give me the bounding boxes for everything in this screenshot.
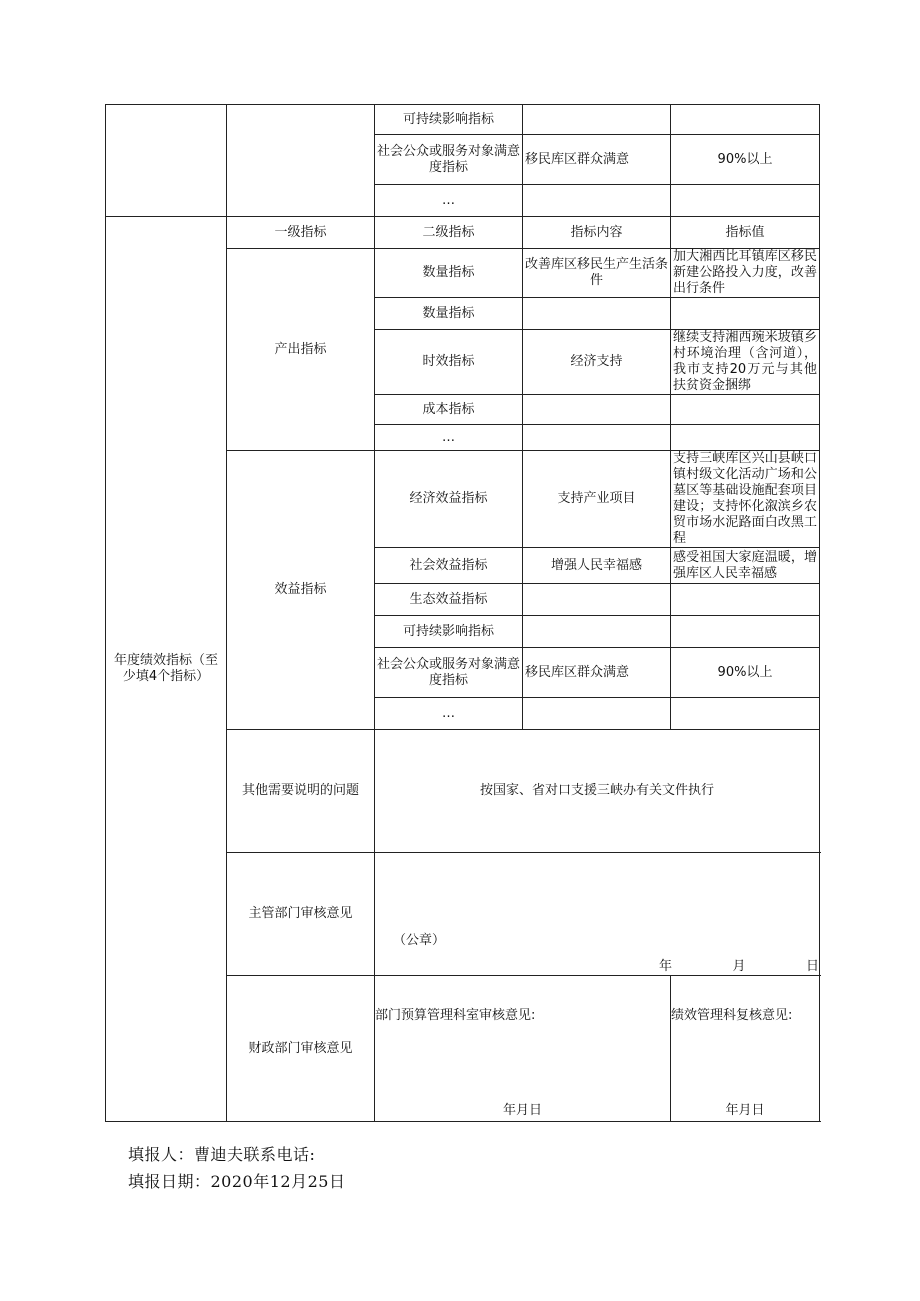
indicator-content [523,395,671,425]
performance-opinion-title: 绩效管理科复核意见: [671,1008,793,1023]
indicator-value: 感受祖国大家庭温暖，增强库区人民幸福感 [671,548,820,584]
indicator-value [671,298,820,330]
indicator-level2: 成本指标 [375,395,523,425]
indicator-content: 增强人民幸福感 [523,548,671,584]
indicator-content [523,698,671,730]
indicator-content: 支持产业项目 [523,451,671,548]
indicator-value: 支持三峡库区兴山县峡口镇村级文化活动广场和公墓区等基础设施配套项目建设；支持怀化溆滨乡农贸市场水泥路面白改黑工程 [671,451,820,548]
indicator-level3: 社会公众或服务对象满意度指标 [375,135,523,185]
filler-info: 填报人：曹迪夫联系电话: [128,1145,316,1164]
indicator-content [523,105,671,135]
indicator-value: 90%以上 [671,648,820,698]
fill-date: 填报日期：2020年12月25日 [128,1172,346,1191]
indicator-value [671,616,820,648]
supervisor-date [659,959,819,975]
indicator-value: 90%以上 [671,135,820,185]
indicator-level2: 时效指标 [375,330,523,395]
indicator-level2: … [375,425,523,451]
annual-indicator-label: 年度绩效指标（至少填4个指标） [106,217,227,1122]
supervisor-opinion-cell [375,853,820,976]
indicator-value [671,105,820,135]
output-indicator-label: 产出指标 [227,249,375,451]
header-level2: 二级指标 [375,217,523,249]
indicator-level2: 社会公众或服务对象满意度指标 [375,648,523,698]
other-notes-text: 按国家、省对口支援三峡办有关文件执行 [375,730,820,853]
indicator-content: 移民库区群众满意 [523,648,671,698]
empty-cell [227,105,375,217]
indicator-level3: 可持续影响指标 [375,105,523,135]
other-notes-label: 其他需要说明的问题 [227,730,375,853]
indicator-content: 经济支持 [523,330,671,395]
indicator-level3: … [375,185,523,217]
performance-form-table [105,104,820,1122]
benefit-indicator-label: 效益指标 [227,451,375,730]
indicator-level2: 数量指标 [375,249,523,298]
budget-opinion-title: 部门预算管理科室审核意见: [375,1008,536,1023]
indicator-level2: 生态效益指标 [375,584,523,616]
indicator-level2: 经济效益指标 [375,451,523,548]
day-label: 日 [805,959,819,974]
header-content: 指标内容 [523,217,671,249]
budget-opinion-cell [375,976,671,1122]
year-label: 年 [659,959,673,974]
indicator-content [523,616,671,648]
indicator-level2: 可持续影响指标 [375,616,523,648]
indicator-content: 改善库区移民生产生活条件 [523,249,671,298]
indicator-content [523,185,671,217]
finance-opinion-label: 财政部门审核意见 [227,976,375,1122]
indicator-value [671,185,820,217]
indicator-content: 移民库区群众满意 [523,135,671,185]
indicator-value [671,584,820,616]
indicator-level2: 数量指标 [375,298,523,330]
performance-opinion-cell [671,976,820,1122]
empty-cell [106,105,227,217]
indicator-level2: … [375,698,523,730]
indicator-value [671,425,820,451]
indicator-value: 加大湘西比耳镇库区移民新建公路投入力度，改善出行条件 [671,249,820,298]
indicator-value [671,698,820,730]
seal-text: （公章） [393,933,446,948]
table-row [106,105,820,135]
header-value: 指标值 [671,217,820,249]
table-header-row [106,217,820,249]
header-level1: 一级指标 [227,217,375,249]
indicator-content [523,425,671,451]
performance-opinion-date: 年月日 [725,1103,765,1118]
budget-opinion-date: 年月日 [502,1103,542,1118]
indicator-content [523,584,671,616]
month-label: 月 [732,959,746,974]
indicator-content [523,298,671,330]
indicator-level2: 社会效益指标 [375,548,523,584]
supervisor-opinion-label: 主管部门审核意见 [227,853,375,976]
indicator-value [671,395,820,425]
indicator-value: 继续支持湘西琬米坡镇乡村环境治理（含河道），我市支持20万元与其他扶贫资金捆绑 [671,330,820,395]
